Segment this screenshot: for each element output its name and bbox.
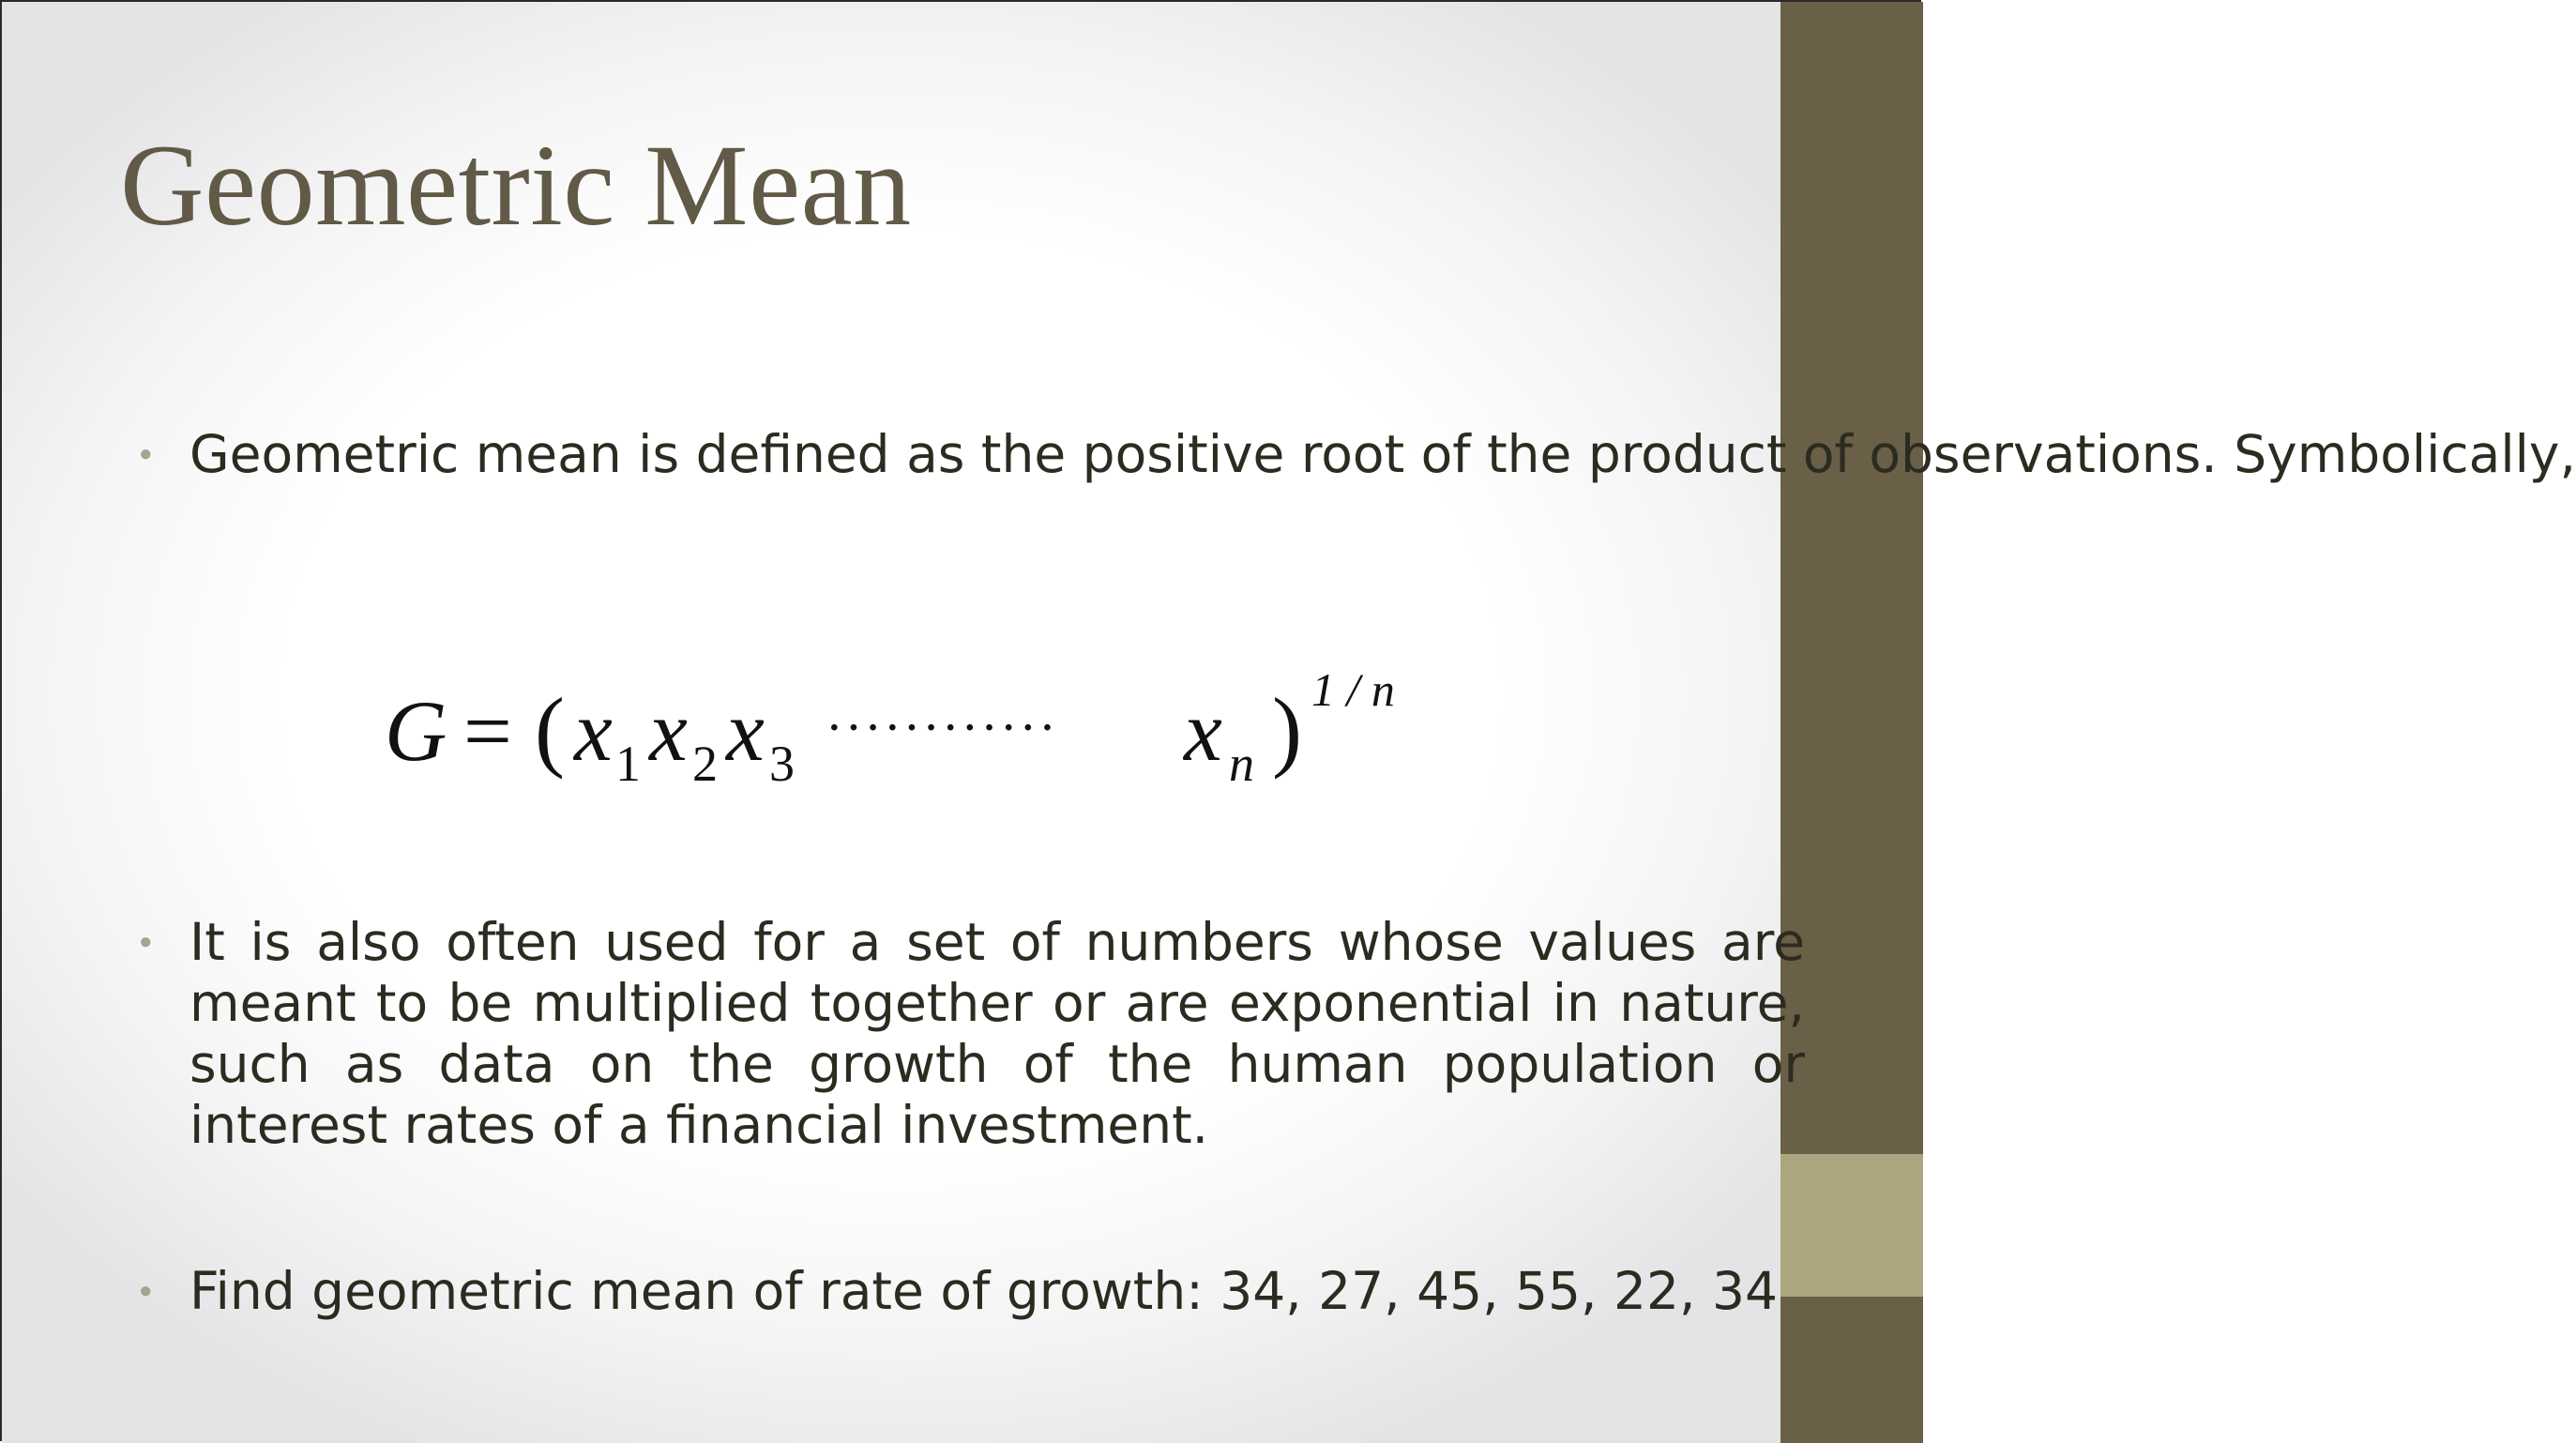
- formula-dots: ············: [826, 699, 1058, 757]
- formula-sub-n: n: [1229, 736, 1254, 792]
- formula-lhs: G: [385, 683, 447, 779]
- formula-sub-3: 3: [769, 736, 795, 792]
- side-bar-dark-band-bottom: [1780, 1297, 1923, 1443]
- formula-x3: x: [726, 683, 765, 779]
- formula-xn: x: [1184, 683, 1222, 779]
- formula-sub-2: 2: [692, 736, 718, 792]
- formula-sub-1: 1: [615, 736, 641, 792]
- slide-title: Geometric Mean: [120, 121, 912, 250]
- formula-open-paren: (: [535, 679, 565, 780]
- formula-equals: =: [463, 683, 512, 779]
- bullet-marker: ●: [139, 1278, 153, 1303]
- bullet-exercise-text: Find geometric mean of rate of growth: 34, 27, 45, 55, 22, 34: [189, 1261, 1778, 1321]
- bullet-exercise: [189, 1261, 1784, 1322]
- side-bar-light-band: [1780, 1154, 1923, 1297]
- bullet-definition-text: Geometric mean is defined as the positive root of the product of observations. Symbolically,: [189, 424, 2576, 484]
- bullet-usage-text: It is also often used for a set of numbers whose values are meant to be multiplied together or are exponential in nature, such as data on the growth of the human population or interest rates of a financial investment.: [189, 912, 1805, 1155]
- formula-x2: x: [649, 683, 688, 779]
- bullet-usage: [189, 912, 1805, 1156]
- geometric-mean-formula: [377, 659, 1503, 799]
- bullet-marker: ●: [139, 929, 153, 954]
- formula-exponent: 1 / n: [1311, 663, 1395, 716]
- formula-x1: x: [574, 683, 613, 779]
- bullet-marker: ●: [139, 441, 153, 466]
- formula-close-paren: ): [1272, 679, 1302, 780]
- bullet-definition: [189, 424, 2576, 485]
- side-accent-bar: [1780, 2, 1923, 1443]
